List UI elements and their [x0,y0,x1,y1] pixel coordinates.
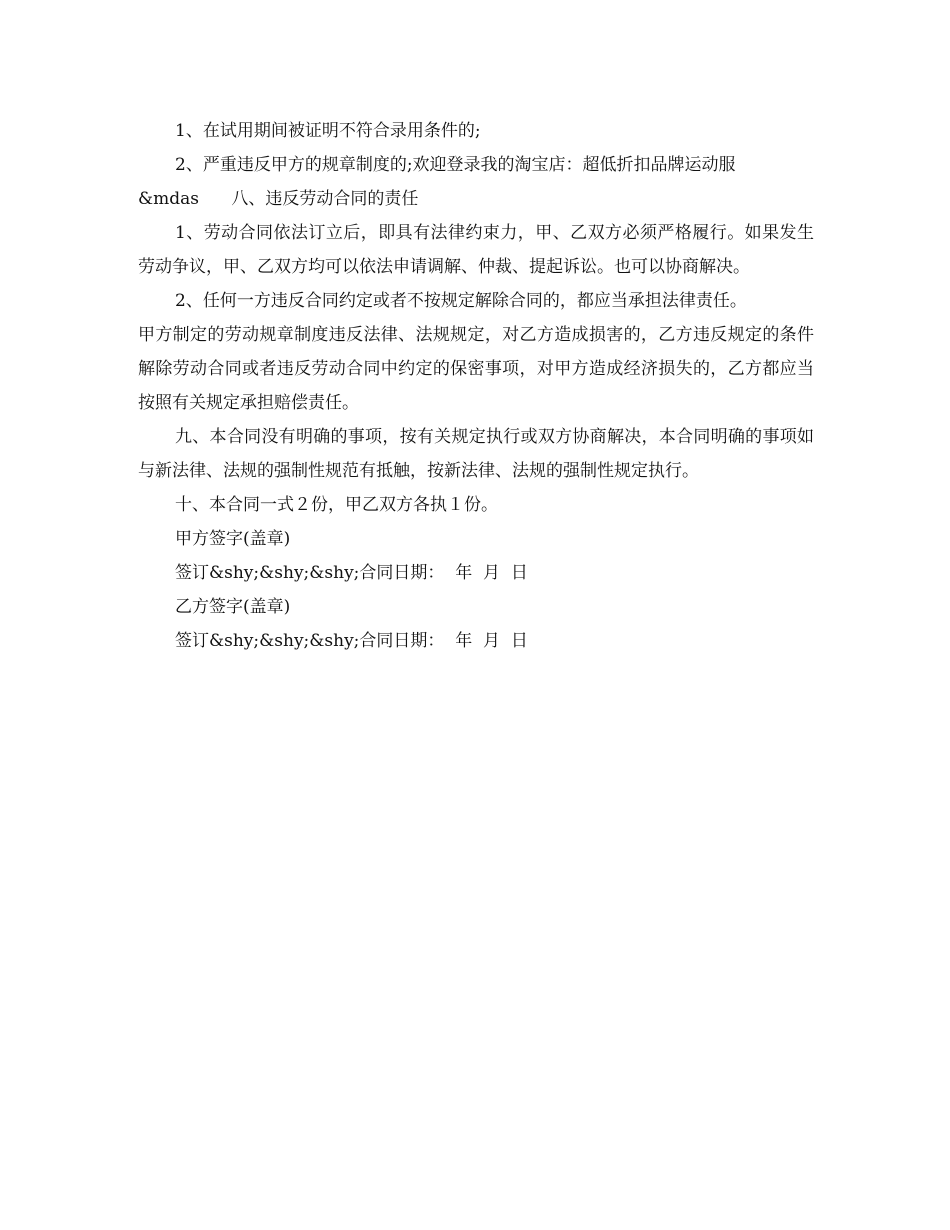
document-body [138,114,814,658]
party-b-signing-date: 签订&shy;&shy;&shy;合同日期： 年 月 日 [175,631,528,651]
clause-compensation: 甲方制定的劳动规章制度违反法律、法规规定，对乙方造成损害的，乙方违反规定的条件解除劳动合同或者违反劳动合同中约定的保密事项，对甲方造成经济损失的，乙方都应当按照有关规定承担赔偿责任。 [138,325,814,413]
clause-binding-force: 1、劳动合同依法订立后，即具有法律约束力，甲、乙双方必须严格履行。如果发生劳动争议，甲、乙双方均可以依法申请调解、仲裁、提起诉讼。也可以协商解决。 [138,223,814,277]
party-b-signature-label: 乙方签字(盖章) [175,597,291,617]
clause-probation: 1、在试用期间被证明不符合录用条件的; [175,121,481,141]
clause-legal-responsibility: 2、任何一方违反合同约定或者不按规定解除合同的，都应当承担法律责任。 [175,291,747,311]
section-heading-liability: &mdas 八、违反劳动合同的责任 [138,189,419,209]
clause-unspecified-matters: 九、本合同没有明确的事项，按有关规定执行或双方协商解决，本合同明确的事项如与新法律、法规的强制性规范有抵触，按新法律、法规的强制性规定执行。 [138,427,814,481]
party-a-signature-label: 甲方签字(盖章) [175,529,291,549]
clause-rule-violation: 2、严重违反甲方的规章制度的;欢迎登录我的淘宝店：超低折扣品牌运动服 [175,155,736,175]
party-a-signing-date: 签订&shy;&shy;&shy;合同日期： 年 月 日 [175,563,528,583]
clause-copies: 十、本合同一式２份，甲乙双方各执１份。 [175,495,498,515]
